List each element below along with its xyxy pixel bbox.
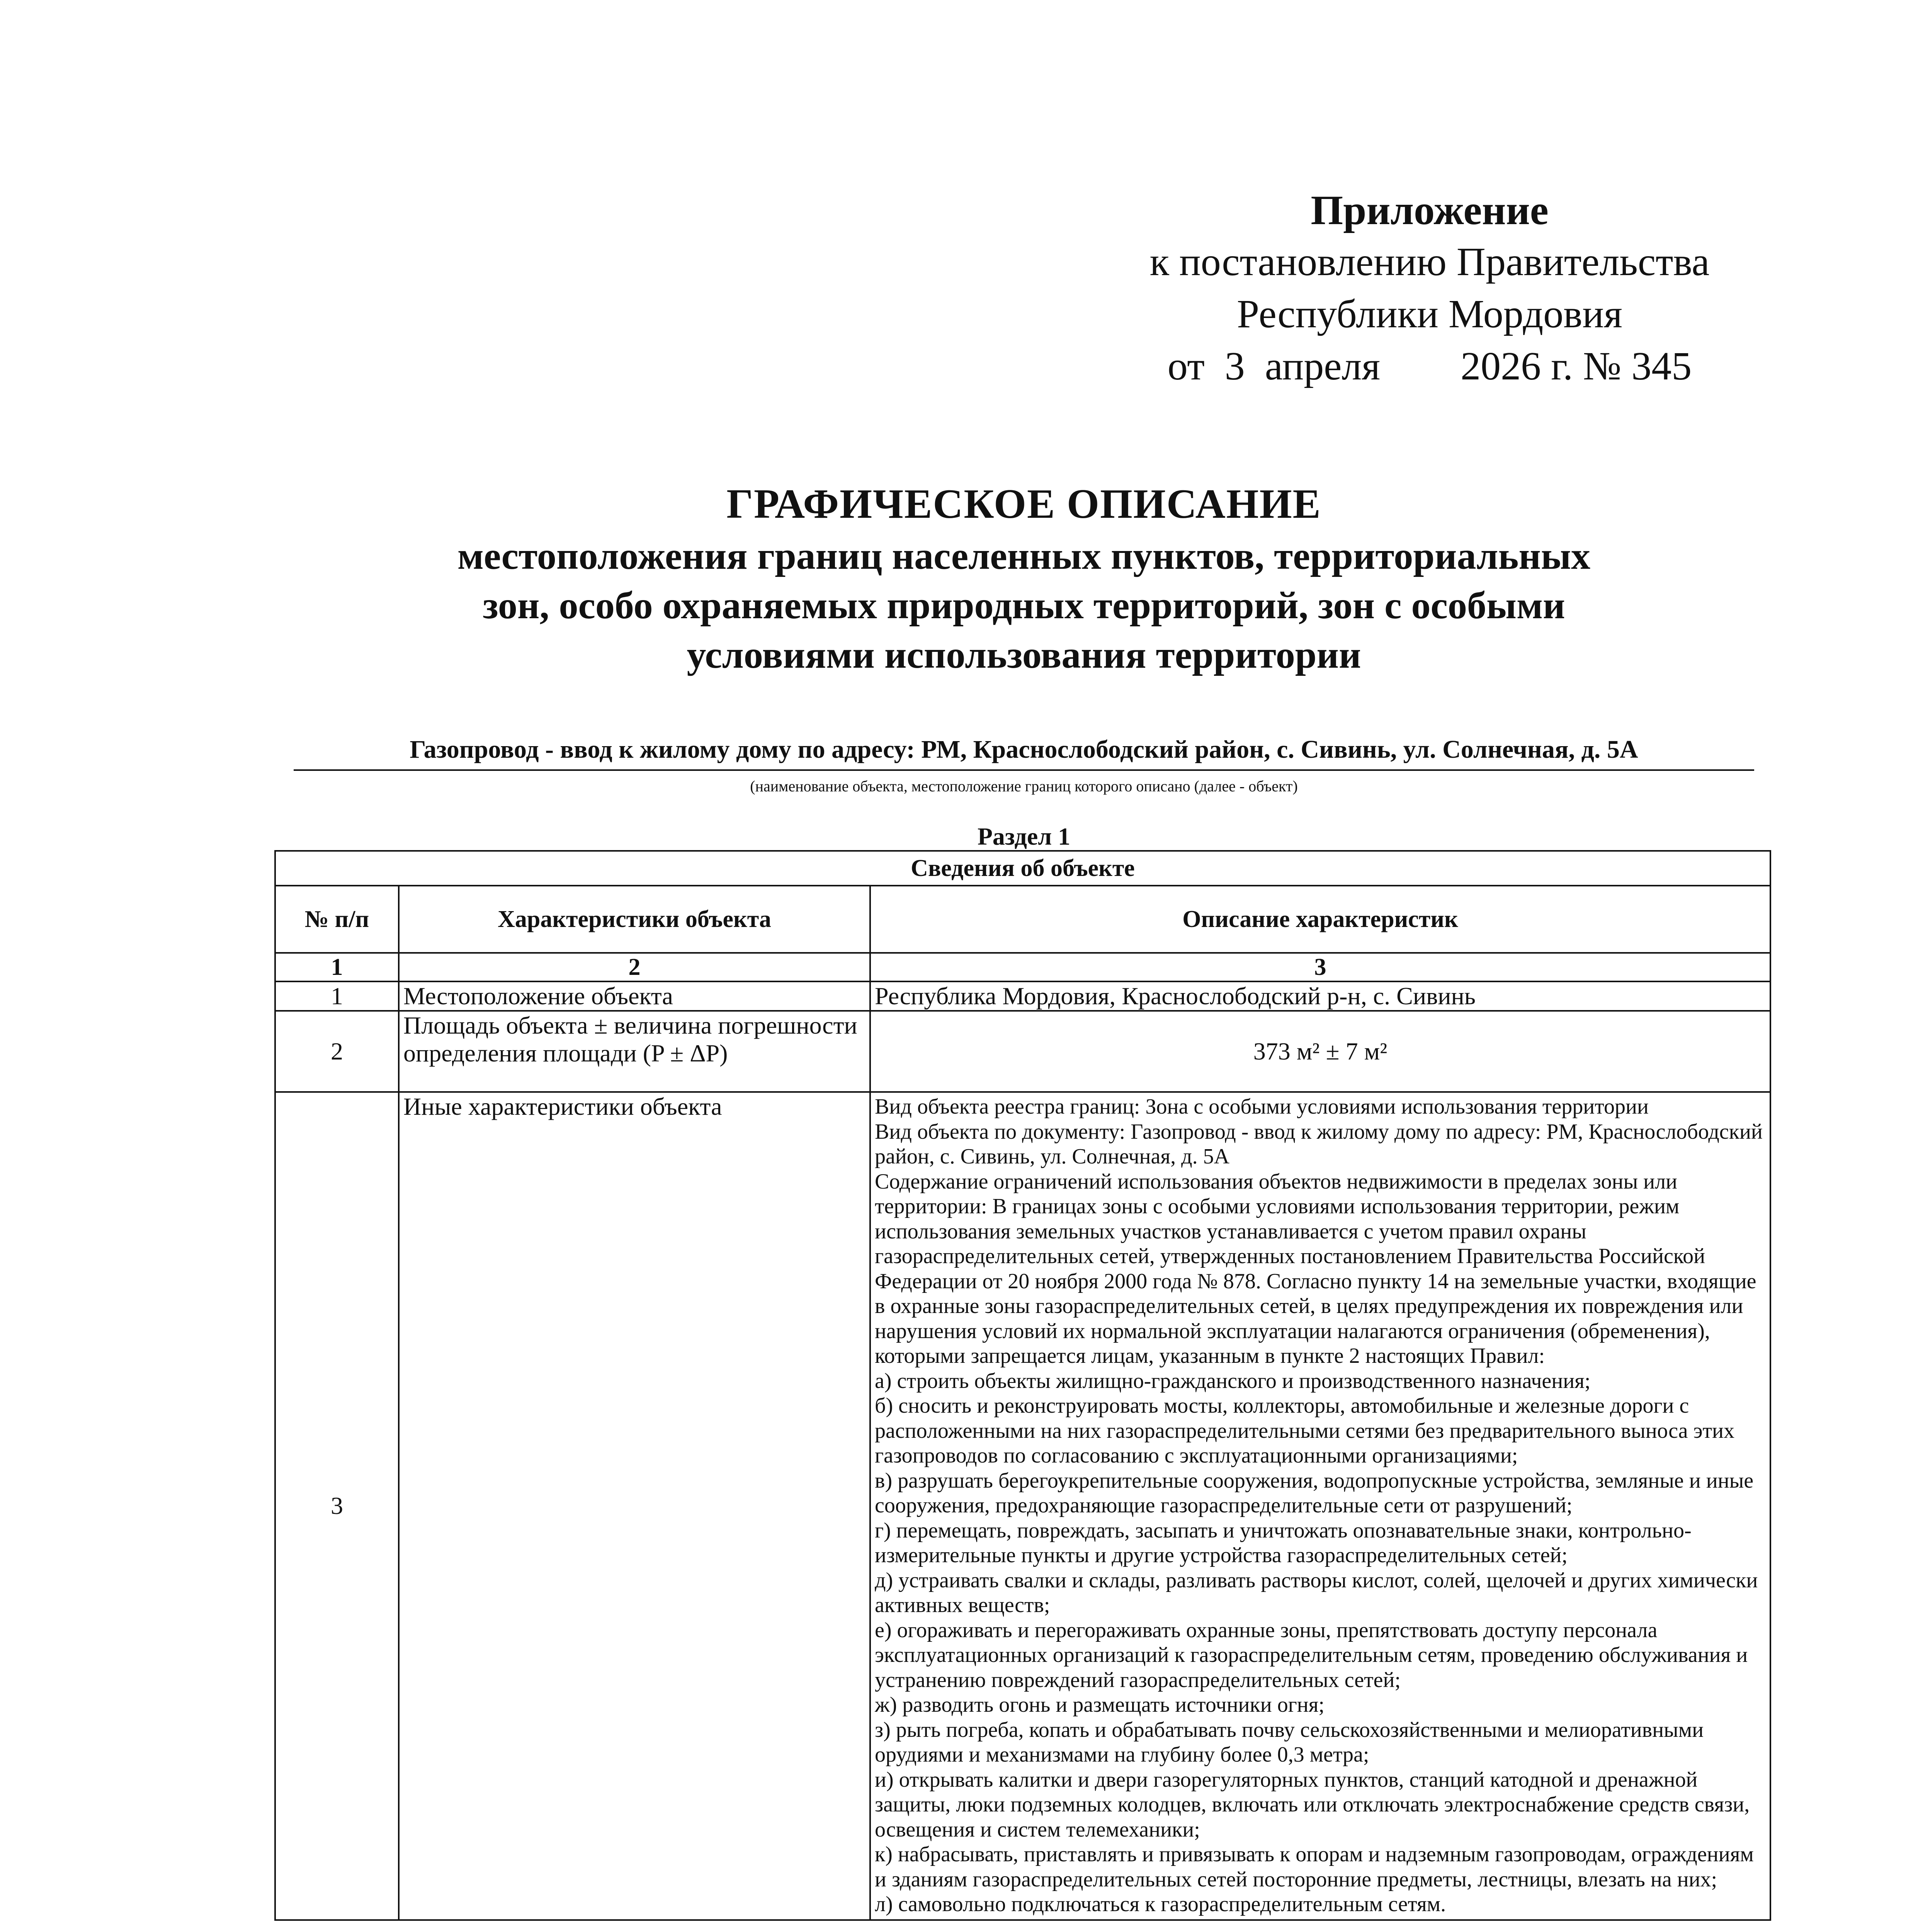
appendix-header — [1082, 185, 1777, 392]
description-paragraph: е) огораживать и перегораживать охранные зоны, препятствовать доступу персонала эксплуатационных организаций к газораспределительным сетям, проведению обслуживания и устранению повреждений газораспределительных сетей; — [875, 1618, 1748, 1692]
description-paragraph: и) открывать калитки и двери газорегуляторных пунктов, станций катодной и дренажной защиты, люки подземных колодцев, включать или отключать электроснабжение средств связи, освещения и систем телемеханики; — [875, 1767, 1750, 1842]
appendix-title: Приложение — [1311, 187, 1549, 233]
document-title — [270, 477, 1777, 680]
row-characteristic: Площадь объекта ± величина погрешности определения площади (P ± ΔP) — [399, 1011, 870, 1092]
description-paragraph: б) сносить и реконструировать мосты, коллекторы, автомобильные и железные дороги с расположенными на них газораспределительными сетями без предварительного выноса этих газопроводов по согласованию с эксплуатационными организациями; — [875, 1394, 1734, 1468]
row-number: 1 — [275, 981, 399, 1011]
description-paragraph: д) устраивать свалки и склады, разливать растворы кислот, солей, щелочей и других химически активных веществ; — [875, 1568, 1758, 1617]
title-main: ГРАФИЧЕСКОЕ ОПИСАНИЕ — [726, 481, 1321, 527]
description-paragraph: г) перемещать, повреждать, засыпать и уничтожать опознавательные знаки, контрольно-измерительные пункты и другие устройства газораспределительных сетей; — [875, 1518, 1692, 1567]
appendix-date: от 3 апреля 2026 г. № 345 — [1167, 344, 1692, 388]
table-row — [275, 1092, 1770, 1920]
row-characteristic: Местоположение объекта — [399, 981, 870, 1011]
description-paragraph: в) разрушать берегоукрепительные сооружения, водопропускные устройства, земляные и иные сооружения, предохраняющие газораспределительные сети от разрушений; — [875, 1468, 1754, 1517]
row-description-long — [870, 1092, 1770, 1920]
table-row — [275, 981, 1770, 1011]
object-name: Газопровод - ввод к жилому дому по адресу: РМ, Краснослободский район, с. Сивинь, ул. Солнечная, д. 5А — [294, 732, 1754, 771]
column-number-2: 2 — [399, 953, 870, 981]
description-paragraph: Вид объекта по документу: Газопровод - ввод к жилому дому по адресу: РМ, Краснослободский район, с. Сивинь, ул. Солнечная, д. 5А — [875, 1119, 1763, 1168]
description-paragraph: з) рыть погреба, копать и обрабатывать почву сельскохозяйственными и мелиоративными орудиями и механизмами на глубину более 0,3 метра; — [875, 1718, 1704, 1767]
row-description: 373 м² ± 7 м² — [870, 1011, 1770, 1092]
row-description: Республика Мордовия, Краснослободский р-н, с. Сивинь — [870, 981, 1770, 1011]
title-sub-line-3: условиями использования территории — [687, 633, 1361, 676]
object-name-caption: (наименование объекта, местоположение границ которого описано (далее - объект) — [750, 777, 1298, 795]
appendix-line-1: к постановлению Правительства — [1149, 240, 1710, 284]
title-sub-line-2: зон, особо охраняемых природных территорий, зон с особыми — [483, 584, 1565, 627]
table-column-number-row — [275, 953, 1770, 981]
section-label: Раздел 1 — [977, 823, 1071, 850]
description-paragraph: Вид объекта реестра границ: Зона с особыми условиями использования территории — [875, 1095, 1649, 1119]
header-characteristic: Характеристики объекта — [399, 886, 870, 953]
row-number: 3 — [275, 1092, 399, 1920]
table-caption: Сведения об объекте — [275, 851, 1770, 886]
column-number-1: 1 — [275, 953, 399, 981]
appendix-line-2: Республики Мордовия — [1237, 292, 1622, 336]
row-number: 2 — [275, 1011, 399, 1092]
row-characteristic: Иные характеристики объекта — [399, 1092, 870, 1920]
column-number-3: 3 — [870, 953, 1770, 981]
description-paragraph: Содержание ограничений использования объектов недвижимости в пределах зоны или территории: В границах зоны с особыми условиями использования территории, режим использования земельных участков устанавливается с учетом правил охраны газораспределительных сетей, утвержденных постановлением Правительства Российской Федерации от 20 ноября 2000 года № 878. Согласно пункту 14 на земельные участки, входящие в охранные зоны газораспределительных сетей, в целях предупреждения их повреждения или нарушения условий их нормальной эксплуатации налагаются ограничения (обременения), которыми запрещается лицам, указанным в пункте 2 настоящих Правил: — [875, 1169, 1756, 1368]
table-caption-row — [275, 851, 1770, 886]
header-description: Описание характеристик — [870, 886, 1770, 953]
description-paragraph: а) строить объекты жилищно-гражданского и производственного назначения; — [875, 1369, 1591, 1393]
title-sub-line-1: местоположения границ населенных пунктов, территориальных — [457, 534, 1591, 577]
description-paragraph: к) набрасывать, приставлять и привязывать к опорам и надземным газопроводам, ограждениям и зданиям газораспределительных сетей посторонние предметы, лестницы, влезать на них; — [875, 1842, 1754, 1891]
object-info-table — [274, 850, 1771, 1921]
header-number: № п/п — [275, 886, 399, 953]
table-row — [275, 1011, 1770, 1092]
table-header-row — [275, 886, 1770, 953]
description-paragraph: ж) разводить огонь и размещать источники огня; — [875, 1693, 1325, 1717]
description-paragraph: л) самовольно подключаться к газораспределительным сетям. — [875, 1892, 1446, 1916]
